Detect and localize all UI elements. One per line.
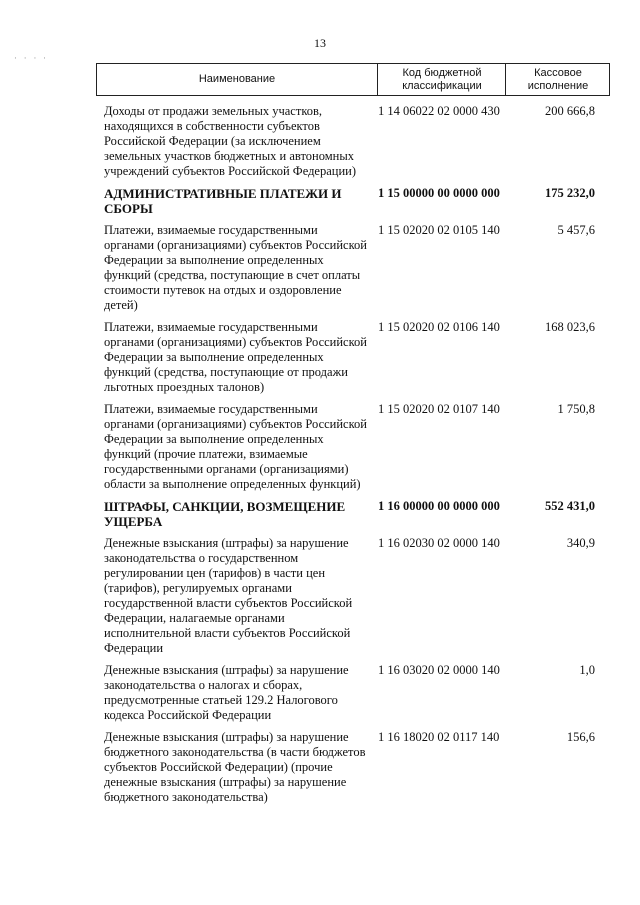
row-code: 1 15 02020 02 0105 140 [378,223,500,237]
row-code: 1 16 18020 02 0117 140 [378,730,500,744]
row-name: Денежные взыскания (штрафы) за нарушение законодательства о государственном регулировании цен (тарифов) в части цен (тарифов), регулируемых органами государственной власти субъектов Российской Федерации, налагаемые органами исполнительной власти субъектов Российской Федерации [104,536,353,655]
row-amount: 175 232,0 [545,186,595,200]
header-amount: Кассовое исполнение [505,64,610,95]
header-code: Код бюджетной классификации [377,64,506,95]
row-amount: 200 666,8 [545,104,595,118]
row-amount: 156,6 [566,730,595,744]
row-name: Денежные взыскания (штрафы) за нарушение законодательства о налогах и сборах, предусмотренные статьей 129.2 Налогового кодекса Российской Федерации [104,663,349,722]
table-row-section [0,186,640,216]
row-amount: 5 457,6 [557,223,595,237]
row-amount: 1,0 [579,663,595,677]
row-code: 1 14 06022 02 0000 430 [378,104,500,118]
table-row [0,320,640,395]
table-row [0,536,640,656]
table-row [0,663,640,723]
row-code: 1 15 00000 00 0000 000 [378,186,500,200]
table-header [96,63,610,96]
row-code: 1 15 02020 02 0106 140 [378,320,500,334]
scan-artifact: · · · · [14,54,49,64]
table-body [0,104,640,812]
row-name: Платежи, взимаемые государственными органами (организациями) субъектов Российской Федерации за выполнение определенных функций (средства, поступающие в счет оплаты стоимости путевок на отдых и оздоровление детей) [104,223,367,312]
row-name: АДМИНИСТРАТИВНЫЕ ПЛАТЕЖИ И СБОРЫ [104,186,342,216]
row-name: Денежные взыскания (штрафы) за нарушение бюджетного законодательства (в части бюджетов субъектов Российской Федерации) (прочие денежные взыскания (штрафы) за нарушение бюджетного законодательства) [104,730,366,804]
row-name: Платежи, взимаемые государственными органами (организациями) субъектов Российской Федерации за выполнение определенных функций (прочие платежи, взимаемые государственными органами (организациями) области за выполнение определенных функций) [104,402,367,491]
row-name: Доходы от продажи земельных участков, находящихся в собственности субъектов Российской Федерации (за исключением земельных участков бюджетных и автономных учреждений субъектов Российской Федерации) [104,104,357,178]
row-amount: 340,9 [566,536,595,550]
table-row-section [0,499,640,529]
row-code: 1 16 02030 02 0000 140 [378,536,500,550]
row-amount: 168 023,6 [545,320,595,334]
row-amount: 1 750,8 [557,402,595,416]
table-row [0,730,640,805]
row-code: 1 16 00000 00 0000 000 [378,499,500,513]
row-name: Платежи, взимаемые государственными органами (организациями) субъектов Российской Федерации за выполнение определенных функций (средства, поступающие от продажи льготных проездных талонов) [104,320,367,394]
table-row [0,402,640,492]
row-name: ШТРАФЫ, САНКЦИИ, ВОЗМЕЩЕНИЕ УЩЕРБА [104,499,346,529]
table-row [0,104,640,179]
row-code: 1 16 03020 02 0000 140 [378,663,500,677]
row-code: 1 15 02020 02 0107 140 [378,402,500,416]
table-row [0,223,640,313]
row-amount: 552 431,0 [545,499,595,513]
header-name: Наименование [198,73,276,85]
page-number: 13 [314,36,326,50]
